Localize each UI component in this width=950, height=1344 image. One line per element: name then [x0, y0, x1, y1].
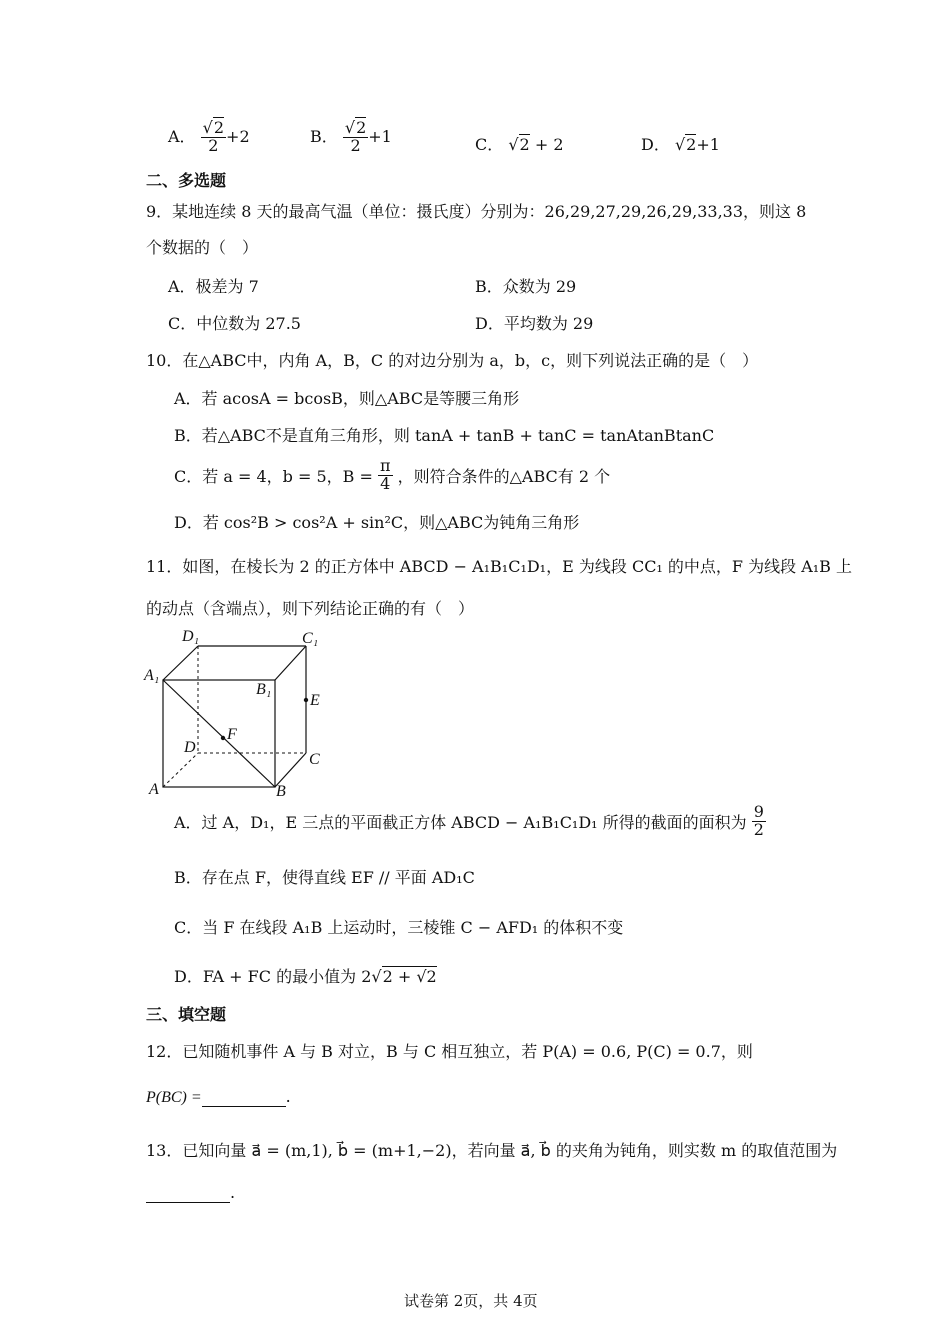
option-tail: +2 [226, 126, 250, 146]
fraction [378, 458, 393, 493]
option-tail: + 2 [529, 135, 564, 154]
option-text: A．过 A，D₁，E 三点的平面截正方体 ABCD − A₁B₁C₁D₁ 所得的截面的面积为 [174, 812, 747, 832]
option-text: C．若 a = 4，b = 5，B = [174, 466, 373, 486]
q11-option-d: D．FA + FC 的最小值为 2√2 + √2 [174, 967, 437, 986]
edge-a1d1 [163, 646, 198, 680]
option-label: C． [475, 135, 504, 154]
q13-answer-line [146, 1183, 235, 1203]
option-label: A． [168, 126, 196, 146]
page-footer: 试卷第 2页，共 4页 [404, 1292, 538, 1310]
denominator: 2 [208, 135, 219, 155]
label-c1: C₁ [302, 630, 319, 647]
label-b: B [276, 783, 286, 800]
point-f [221, 736, 225, 740]
radicand: 2 + √2 [382, 967, 437, 986]
label-d1: D₁ [182, 628, 200, 645]
fraction: $\frac{√2}{2}$ [202, 118, 225, 155]
q10-option-a: A．若 acosA = bcosB，则△ABC是等腰三角形 [174, 389, 520, 408]
q10-option-b: B．若△ABC不是直角三角形，则 tanA + tanB + tanC = tanAtanBtanC [174, 426, 715, 445]
fraction [752, 804, 766, 839]
point-e [304, 698, 308, 702]
label-f: F [227, 726, 237, 743]
q10-stem: 10．在△ABC中，内角 A，B，C 的对边分别为 a，b，c，则下列说法正确的是（ ） [146, 351, 759, 370]
q11-stem: 11．如图，在棱长为 2 的正方体中 ABCD − A₁B₁C₁D₁，E 为线段 CC₁ 的中点，F 为线段 A₁B 上 [146, 557, 853, 576]
denominator: 2 [350, 135, 361, 155]
answer-prefix: P(BC) = [146, 1089, 202, 1106]
denominator: 2 [753, 819, 764, 839]
numerator: 2 [213, 118, 225, 137]
answer-period: . [230, 1183, 236, 1202]
label-c: C [309, 751, 320, 768]
q9-option-c: C．中位数为 27.5 [168, 314, 301, 333]
cube-figure [140, 628, 340, 803]
label-b1: B₁ [256, 681, 272, 698]
label-a1: A₁ [144, 667, 160, 684]
option-label: B． [310, 126, 338, 146]
q12-answer-line [146, 1087, 291, 1107]
q8-option-b [310, 120, 392, 155]
option-text-tail: ，则符合条件的△ABC有 2 个 [397, 466, 611, 486]
q11-option-a [174, 804, 766, 839]
q10-option-d: D．若 cos²B > cos²A + sin²C，则△ABC为钝角三角形 [174, 513, 580, 532]
fraction: $\frac{√2}{2}$ [344, 118, 367, 155]
q8-option-d: D． √2+1 [641, 135, 720, 154]
option-tail: +1 [368, 126, 392, 146]
section-title-fill-in: 三、填空题 [146, 1005, 227, 1024]
edge-bc [275, 753, 306, 787]
q8-option-c: C． √2 + 2 [475, 135, 564, 154]
label-d: D [184, 739, 196, 756]
option-label: D． [641, 135, 670, 154]
hidden-edge-ad [163, 753, 198, 787]
q12-stem: 12．已知随机事件 A 与 B 对立，B 与 C 相互独立，若 P(A) = 0.6, P(C) = 0.7，则 [146, 1042, 753, 1061]
edge-b1c1 [275, 646, 306, 680]
answer-period: . [285, 1087, 291, 1106]
q10-option-c [174, 458, 610, 493]
numerator: 9 [753, 802, 764, 821]
label-a: A [149, 781, 159, 798]
radicand: 2 [686, 135, 697, 154]
q11-option-c: C．当 F 在线段 A₁B 上运动时，三棱锥 C − AFD₁ 的体积不变 [174, 918, 624, 937]
answer-blank[interactable] [146, 1183, 230, 1203]
option-text: D．FA + FC 的最小值为 2 [174, 967, 372, 986]
q9-option-b: B．众数为 29 [475, 277, 577, 296]
q11-option-b: B．存在点 F，使得直线 EF // 平面 AD₁C [174, 868, 475, 887]
radicand: 2 [519, 135, 530, 154]
label-e: E [310, 692, 320, 709]
q13-stem: 13．已知向量 a⃗ = (m,1), b⃗ = (m+1,−2)，若向量 a⃗, b⃗ 的夹角为钝角，则实数 m 的取值范围为 [146, 1141, 838, 1160]
answer-blank[interactable] [202, 1087, 286, 1107]
q8-option-a [168, 120, 250, 155]
q9-option-d: D．平均数为 29 [475, 314, 594, 333]
numerator: 2 [356, 118, 367, 137]
section-title-multiple-choice: 二、多选题 [146, 171, 227, 190]
q9-stem: 9．某地连续 8 天的最高气温（单位：摄氏度）分别为：26,29,27,29,26,29,33,33，则这 8 [146, 202, 807, 221]
numerator: π [379, 456, 391, 475]
q11-stem-cont: 的动点（含端点），则下列结论正确的有（ ） [146, 599, 475, 618]
q9-option-a: A．极差为 7 [168, 277, 259, 296]
q9-stem-cont: 个数据的（ ） [146, 238, 259, 257]
denominator: 4 [380, 473, 391, 493]
option-tail: +1 [696, 135, 720, 154]
